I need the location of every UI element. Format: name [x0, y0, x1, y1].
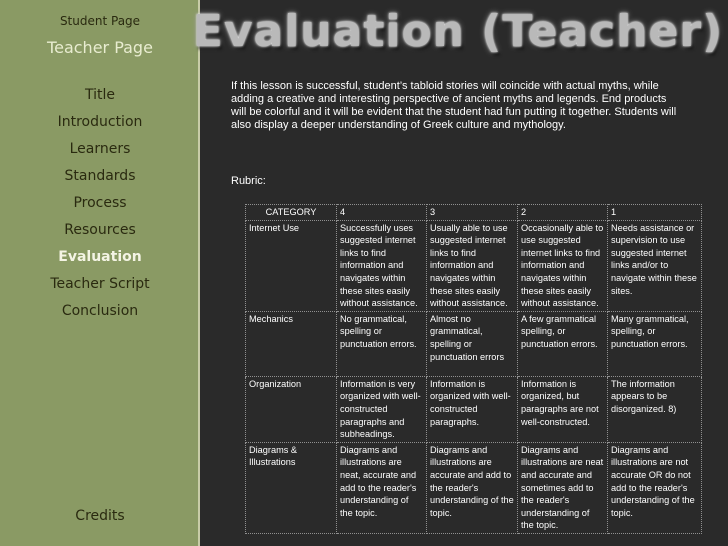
nav-item-process[interactable]: Process — [73, 195, 127, 211]
nav-item-credits[interactable]: Credits — [75, 508, 125, 524]
nav-item-teacher-script[interactable]: Teacher Script — [50, 276, 150, 292]
header-score-1: 1 — [608, 205, 702, 221]
intro-paragraph: If this lesson is successful, student’s tabloid stories will coincide with actual myths, while adding a creative and interesting perspective of ancient myths and legends. End products will be colorful and it will be evident that the student had fun putting it together. Students will also display a deeper understanding of Greek culture and mythology. — [231, 80, 677, 131]
rubric-row-mechanics — [246, 311, 702, 376]
rubric-row-organization — [246, 376, 702, 442]
header-score-3: 3 — [427, 205, 518, 221]
rubric-label: Rubric: — [231, 175, 266, 187]
rubric-cell: Almost no grammatical, spelling or punctuation errors — [427, 311, 518, 376]
nav-item-introduction[interactable]: Introduction — [57, 114, 143, 130]
header-score-4: 4 — [337, 205, 427, 221]
student-page-link[interactable]: Student Page — [59, 14, 141, 28]
rubric-cell: A few grammatical spelling, or punctuation errors. — [518, 311, 608, 376]
rubric-cell: Information is organized with well-constructed paragraphs. — [427, 376, 518, 442]
rubric-cell: Many grammatical, spelling, or punctuation errors. — [608, 311, 702, 376]
teacher-page-link[interactable]: Teacher Page — [47, 38, 153, 57]
rubric-cell: Usually able to use suggested internet links to find information and navigates within these sites easily without assistance. — [427, 220, 518, 311]
rubric-cell: Needs assistance or supervision to use suggested internet links and/or to navigate within these sites. — [608, 220, 702, 311]
nav-item-standards[interactable]: Standards — [64, 168, 136, 184]
rubric-cell: Diagrams and illustrations are neat and accurate and sometimes add to the reader's understanding of the topic. — [518, 442, 608, 533]
header-score-2: 2 — [518, 205, 608, 221]
rubric-cell-category: Mechanics — [246, 311, 337, 376]
page-title: Evaluation (Teacher) — [192, 6, 724, 57]
nav-item-resources[interactable]: Resources — [64, 222, 136, 238]
rubric-table — [245, 204, 702, 534]
rubric-cell: The information appears to be disorganized. 8) — [608, 376, 702, 442]
sidebar — [0, 0, 200, 546]
rubric-cell: Diagrams and illustrations are accurate and add to the reader's understanding of the topic. — [427, 442, 518, 533]
header-category: CATEGORY — [246, 205, 337, 221]
rubric-row-diagrams — [246, 442, 702, 533]
nav-item-evaluation[interactable]: Evaluation — [58, 249, 142, 265]
rubric-cell: Occasionally able to use suggested internet links to find information and navigates within these sites easily without assistance. — [518, 220, 608, 311]
rubric-cell: Successfully uses suggested internet links to find information and navigates within these sites easily without assistance. — [337, 220, 427, 311]
rubric-cell: Diagrams and illustrations are not accurate OR do not add to the reader's understanding of the topic. — [608, 442, 702, 533]
rubric-cell: Information is very organized with well-constructed paragraphs and subheadings. — [337, 376, 427, 442]
rubric-cell-category: Organization — [246, 376, 337, 442]
rubric-header-row — [246, 205, 702, 221]
sidebar-nav — [0, 83, 200, 326]
nav-item-title[interactable]: Title — [84, 87, 115, 103]
nav-item-conclusion[interactable]: Conclusion — [61, 303, 139, 319]
nav-item-learners[interactable]: Learners — [69, 141, 131, 157]
rubric-row-internet-use — [246, 220, 702, 311]
rubric-cell-category: Internet Use — [246, 220, 337, 311]
rubric-cell: No grammatical, spelling or punctuation errors. — [337, 311, 427, 376]
rubric-cell: Information is organized, but paragraphs are not well-constructed. — [518, 376, 608, 442]
rubric-cell-category: Diagrams & Illustrations — [246, 442, 337, 533]
rubric-cell: Diagrams and illustrations are neat, accurate and add to the reader's understanding of the topic. — [337, 442, 427, 533]
